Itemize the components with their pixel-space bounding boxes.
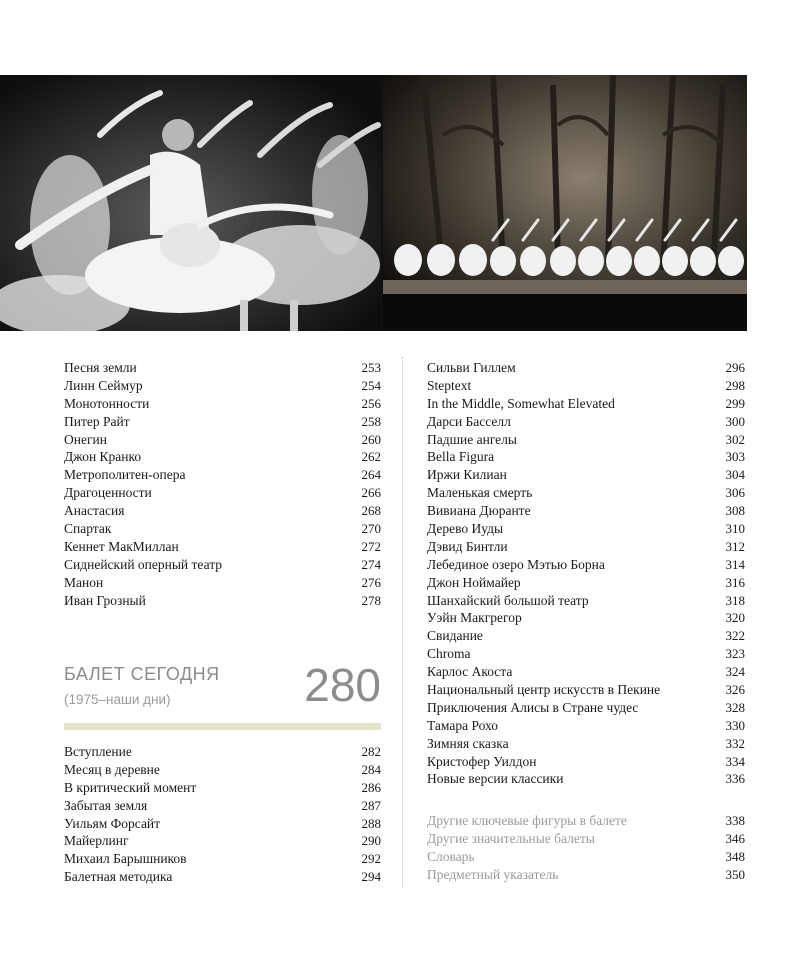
toc-entry-page: 253 xyxy=(361,360,381,375)
toc-entry-page: 332 xyxy=(725,735,745,751)
toc-entry[interactable] xyxy=(427,848,745,866)
toc-entry-title: Словарь xyxy=(427,848,475,864)
toc-entry[interactable] xyxy=(64,413,381,431)
toc-entry-page: 312 xyxy=(725,538,745,554)
toc-entry-page: 270 xyxy=(361,521,381,537)
toc-entry[interactable] xyxy=(427,812,745,830)
toc-entry-page: 294 xyxy=(361,869,381,885)
toc-entry-title: Сиднейский оперный театр xyxy=(64,556,223,572)
toc-right-appendix xyxy=(427,812,745,884)
toc-entry-title: Тамара Рохо xyxy=(427,717,499,733)
toc-entry-title: Вступление xyxy=(64,744,132,759)
toc-entry[interactable] xyxy=(427,753,745,771)
toc-entry-title: Дарси Басселл xyxy=(427,413,511,429)
toc-entry-title: Свидание xyxy=(427,628,483,644)
toc-entry-page: 304 xyxy=(725,467,745,483)
toc-entry[interactable] xyxy=(64,502,381,520)
toc-entry-title: Карлос Акоста xyxy=(427,664,513,680)
toc-entry[interactable] xyxy=(64,431,381,449)
toc-entry[interactable] xyxy=(64,779,381,797)
section-title: БАЛЕТ СЕГОДНЯ xyxy=(64,664,220,684)
toc-entry[interactable] xyxy=(427,466,745,484)
toc-entry-title: Питер Райт xyxy=(64,413,130,429)
toc-entry-title: Уильям Форсайт xyxy=(64,815,161,831)
toc-entry-page: 276 xyxy=(361,574,381,590)
toc-entry-page: 292 xyxy=(361,851,381,867)
toc-entry[interactable] xyxy=(64,466,381,484)
toc-entry-title: Линн Сеймур xyxy=(64,377,143,393)
toc-entry-page: 272 xyxy=(361,538,381,554)
section-page-number: 280 xyxy=(304,659,381,711)
toc-entry[interactable] xyxy=(427,699,745,717)
toc-entry-page: 264 xyxy=(361,467,381,483)
toc-entry-title: Дерево Иуды xyxy=(427,521,504,537)
toc-entry-page: 262 xyxy=(361,449,381,465)
toc-entry[interactable] xyxy=(427,520,745,538)
toc-entry-title: Зимняя сказка xyxy=(427,735,509,751)
toc-entry-title: Кристофер Уилдон xyxy=(427,753,537,769)
toc-entry-title: Маленькая смерть xyxy=(427,485,533,501)
toc-entry-title: Другие значительные балеты xyxy=(427,830,595,846)
toc-entry[interactable] xyxy=(427,556,745,574)
toc-entry-page: 338 xyxy=(725,813,745,828)
toc-entry-page: 254 xyxy=(361,377,381,393)
toc-entry-title: Кеннет МакМиллан xyxy=(64,538,179,554)
section-header xyxy=(64,659,381,732)
toc-entry[interactable] xyxy=(64,484,381,502)
toc-entry-title: Chroma xyxy=(427,646,471,662)
toc-entry-page: 346 xyxy=(725,830,745,846)
toc-entry[interactable] xyxy=(64,574,381,592)
toc-entry-title: Иван Грозный xyxy=(64,592,146,608)
toc-entry-page: 316 xyxy=(725,574,745,590)
toc-entry[interactable] xyxy=(427,609,745,627)
toc-entry-page: 314 xyxy=(725,556,745,572)
toc-entry-page: 308 xyxy=(725,503,745,519)
toc-entry[interactable] xyxy=(427,413,745,431)
toc-entry-page: 334 xyxy=(725,753,745,769)
toc-entry-page: 323 xyxy=(725,646,745,662)
toc-entry[interactable] xyxy=(64,359,381,377)
toc-entry-title: Приключения Алисы в Стране чудес xyxy=(427,699,639,715)
toc-entry-page: 268 xyxy=(361,503,381,519)
toc-entry[interactable] xyxy=(427,484,745,502)
toc-entry-title: Дэвид Бинтли xyxy=(427,538,508,554)
toc-entry[interactable] xyxy=(64,832,381,850)
toc-entry[interactable] xyxy=(64,448,381,466)
toc-entry-title: In the Middle, Somewhat Elevated xyxy=(427,395,615,411)
toc-entry-page: 306 xyxy=(725,485,745,501)
toc-entry-page: 324 xyxy=(725,664,745,680)
photo-strip xyxy=(0,75,747,331)
toc-entry-title: Майерлинг xyxy=(64,833,129,849)
toc-entry-page: 282 xyxy=(361,744,381,759)
toc-entry-page: 278 xyxy=(361,592,381,608)
toc-right xyxy=(427,359,745,788)
toc-entry-title: В критический момент xyxy=(64,779,197,795)
toc-entry-page: 336 xyxy=(725,771,745,787)
toc-entry-title: Балетная методика xyxy=(64,869,173,885)
toc-entry[interactable] xyxy=(427,830,745,848)
toc-entry-page: 290 xyxy=(361,833,381,849)
toc-entry-title: Steptext xyxy=(427,377,472,393)
toc-entry[interactable] xyxy=(427,574,745,592)
toc-entry-title: Забытая земля xyxy=(64,797,148,813)
toc-entry-page: 258 xyxy=(361,413,381,429)
toc-entry-page: 286 xyxy=(361,779,381,795)
toc-entry-page: 330 xyxy=(725,717,745,733)
toc-left-top xyxy=(64,359,381,609)
toc-entry[interactable] xyxy=(427,448,745,466)
toc-entry-page: 328 xyxy=(725,699,745,715)
toc-entry[interactable] xyxy=(64,538,381,556)
toc-entry-title: Национальный центр искусств в Пекине xyxy=(427,682,661,698)
toc-entry[interactable] xyxy=(427,645,745,663)
toc-entry-title: Bella Figura xyxy=(427,449,495,465)
toc-entry-page: 350 xyxy=(725,866,745,882)
toc-entry[interactable] xyxy=(427,770,745,788)
toc-entry-title: Онегин xyxy=(64,431,107,447)
toc-entry-page: 326 xyxy=(725,682,745,698)
toc-entry-title: Анастасия xyxy=(64,503,125,519)
toc-entry[interactable] xyxy=(427,627,745,645)
toc-entry[interactable] xyxy=(427,866,745,884)
toc-entry-page: 287 xyxy=(361,797,381,813)
toc-entry[interactable] xyxy=(64,761,381,779)
toc-entry-page: 266 xyxy=(361,485,381,501)
toc-entry-title: Другие ключевые фигуры в балете xyxy=(427,813,627,828)
toc-entry[interactable] xyxy=(427,663,745,681)
toc-entry-title: Иржи Килиан xyxy=(427,467,507,483)
toc-entry[interactable] xyxy=(427,359,745,377)
toc-entry-page: 296 xyxy=(725,360,745,375)
toc-entry[interactable] xyxy=(427,735,745,753)
toc-left-bottom xyxy=(64,743,381,886)
toc-entry-page: 318 xyxy=(725,592,745,608)
toc-entry[interactable] xyxy=(64,815,381,833)
toc-entry-title: Новые версии классики xyxy=(427,771,564,787)
toc-entry-page: 300 xyxy=(725,413,745,429)
toc-entry-page: 288 xyxy=(361,815,381,831)
toc-entry-page: 298 xyxy=(725,377,745,393)
toc-entry-title: Шанхайский большой театр xyxy=(427,592,589,608)
toc-entry-page: 260 xyxy=(361,431,381,447)
toc-entry-page: 322 xyxy=(725,628,745,644)
toc-entry-page: 303 xyxy=(725,449,745,465)
toc-entry-page: 302 xyxy=(725,431,745,447)
toc-entry-title: Предметный указатель xyxy=(427,866,559,882)
toc-entry-title: Песня земли xyxy=(64,360,137,375)
ballet-couple-photo xyxy=(0,75,381,331)
toc-entry-title: Месяц в деревне xyxy=(64,761,160,777)
toc-entry[interactable] xyxy=(427,377,745,395)
toc-entry-title: Монотонности xyxy=(64,395,150,411)
toc-entry[interactable] xyxy=(64,797,381,815)
toc-entry-page: 348 xyxy=(725,848,745,864)
toc-entry-page: 284 xyxy=(361,761,381,777)
toc-entry-title: Лебединое озеро Мэтью Борна xyxy=(427,556,605,572)
toc-entry[interactable] xyxy=(64,395,381,413)
toc-entry-page: 299 xyxy=(725,395,745,411)
toc-entry-title: Метрополитен-опера xyxy=(64,467,186,483)
column-divider xyxy=(402,357,403,887)
toc-entry-page: 274 xyxy=(361,556,381,572)
toc-entry-title: Драгоценности xyxy=(64,485,152,501)
toc-entry-title: Михаил Барышников xyxy=(64,851,187,867)
toc-entry[interactable] xyxy=(64,592,381,610)
toc-entry[interactable] xyxy=(427,717,745,735)
toc-entry[interactable] xyxy=(427,395,745,413)
corps-de-ballet-stage-photo xyxy=(383,75,747,331)
toc-entry[interactable] xyxy=(427,681,745,699)
toc-entry-title: Вивиана Дюранте xyxy=(427,503,531,519)
toc-entry[interactable] xyxy=(64,850,381,868)
toc-entry-page: 310 xyxy=(725,521,745,537)
toc-entry[interactable] xyxy=(427,592,745,610)
toc-entry-title: Спартак xyxy=(64,521,112,537)
toc-entry[interactable] xyxy=(64,868,381,886)
toc-entry-title: Манон xyxy=(64,574,104,590)
toc-entry[interactable] xyxy=(64,556,381,574)
toc-entry[interactable] xyxy=(427,502,745,520)
toc-entry[interactable] xyxy=(64,743,381,761)
section-divider-bar xyxy=(64,723,381,730)
toc-entry[interactable] xyxy=(427,538,745,556)
toc-entry[interactable] xyxy=(427,431,745,449)
toc-entry-page: 320 xyxy=(725,610,745,626)
section-subtitle: (1975–наши дни) xyxy=(64,692,171,707)
toc-entry-title: Джон Кранко xyxy=(64,449,142,465)
toc-entry[interactable] xyxy=(64,520,381,538)
toc-entry-title: Сильви Гиллем xyxy=(427,360,516,375)
toc-entry-title: Джон Ноймайер xyxy=(427,574,521,590)
toc-entry[interactable] xyxy=(64,377,381,395)
toc-entry-title: Падшие ангелы xyxy=(427,431,517,447)
toc-entry-page: 256 xyxy=(361,395,381,411)
toc-entry-title: Уэйн Макгрегор xyxy=(427,610,522,626)
